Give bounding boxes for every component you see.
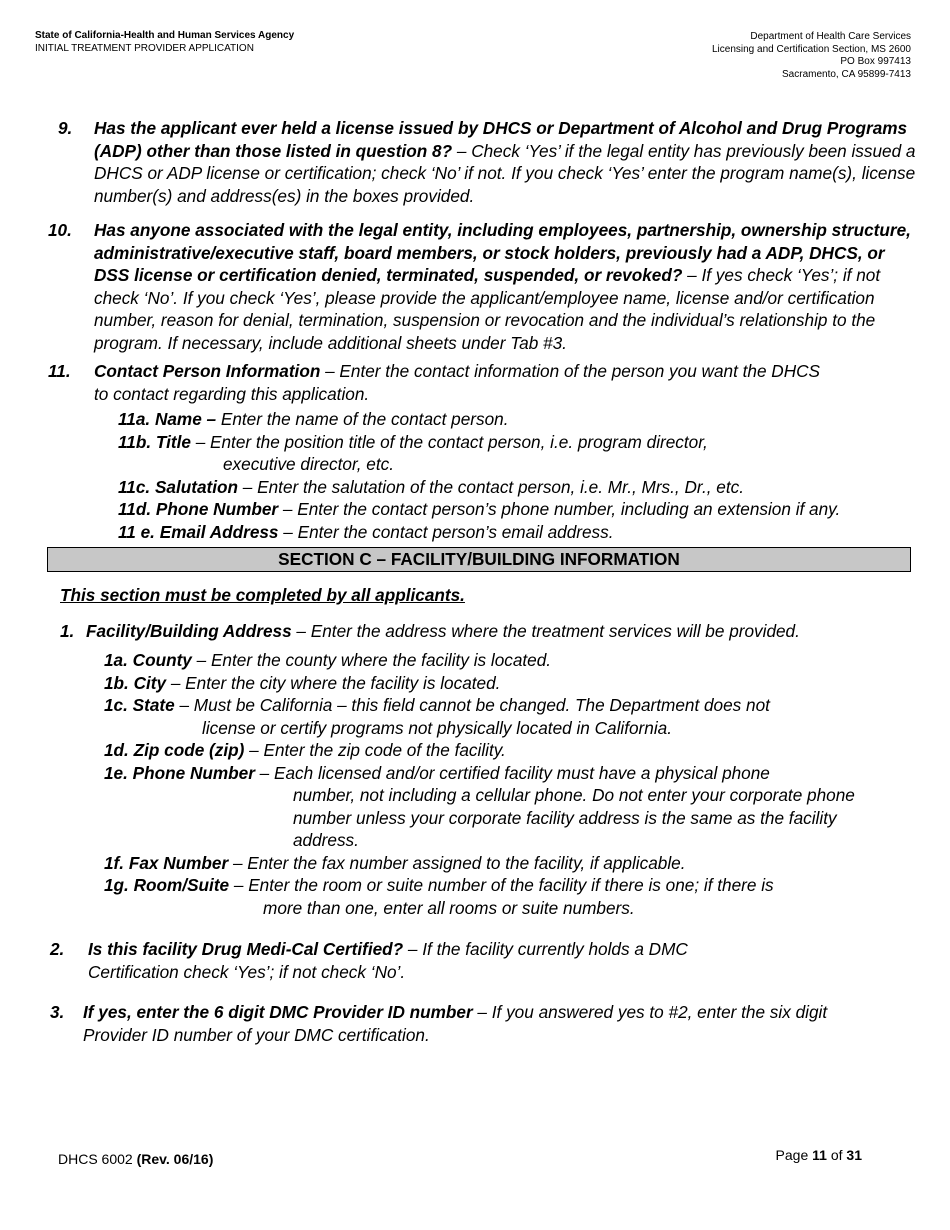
c1b-item [104, 672, 904, 695]
q9-number: 9. [58, 118, 73, 138]
q10-instructions: – If yes check ‘Yes’; if not check ‘No’. If you check ‘Yes’, please provide the applicant/employee name, license and/or certification number, reason for denial, termination, suspension or revocation and the individual’s relationship to the program. If necessary, include additional sheets under Tab #3. [94, 265, 881, 353]
c1e-item [104, 762, 904, 785]
page-label: Page [775, 1147, 809, 1163]
q11b-label: 11b. Title [118, 431, 191, 452]
c3-instructions: – If you answered yes to #2, enter the six digit Provider ID number of your DMC certification. [83, 1002, 828, 1045]
q11b-text: – Enter the position title of the contact person, i.e. program director, [190, 431, 708, 452]
q11-number: 11. [48, 361, 71, 381]
c1-instructions: – Enter the address where the treatment services will be provided. [291, 621, 800, 641]
c1b-label: 1b. City [104, 672, 167, 693]
q11b-continuation: executive director, etc. [223, 454, 395, 474]
q11c-text: – Enter the salutation of the contact person, i.e. Mr., Mrs., Dr., etc. [238, 476, 745, 497]
q10-number: 10. [48, 220, 72, 240]
c1e-continuation: number, not including a cellular phone. Do not enter your corporate phone number unless your corporate facility address is the same as the facility address. [293, 785, 855, 850]
c1e-label: 1e. Phone Number [104, 762, 255, 783]
c1-paragraph [86, 620, 926, 643]
c1g-continuation: more than one, enter all rooms or suite numbers. [263, 897, 635, 918]
section-c-title: SECTION C – FACILITY/BUILDING INFORMATION [47, 547, 911, 572]
c3-question: If yes, enter the 6 digit DMC Provider ID number [83, 1002, 473, 1022]
c1f-label: 1f. Fax Number [104, 852, 229, 873]
page-total: 31 [846, 1147, 862, 1163]
section-c-notice: This section must be completed by all applicants. [60, 585, 465, 605]
c1d-label: 1d. Zip code (zip) [104, 740, 245, 760]
q11c-label: 11c. Salutation [118, 476, 239, 497]
q11-instructions: – Enter the contact information of the person you want the DHCS to contact regarding this application. [94, 361, 820, 404]
q11c-item [118, 476, 918, 499]
c1f-text: – Enter the fax number assigned to the facility, if applicable. [228, 852, 686, 873]
c1-number: 1. [60, 621, 75, 641]
c1a-text: – Enter the county where the facility is located. [191, 650, 552, 670]
form-number: DHCS 6002 [58, 1151, 133, 1167]
q11-paragraph [94, 360, 834, 405]
address-line-2: Licensing and Certification Section, MS 2600 [711, 43, 911, 55]
page-header-right [712, 31, 911, 81]
q11e-item [118, 521, 918, 544]
c1c-continuation: license or certify programs not physically located in California. [202, 717, 672, 738]
c1a-item [104, 649, 904, 672]
c1c-item [104, 694, 904, 717]
page-header-left [35, 30, 294, 55]
c1b-text: – Enter the city where the facility is located. [166, 672, 501, 693]
q11a-label: 11a. Name – [118, 409, 217, 429]
page-current: 11 [812, 1147, 827, 1163]
page-of: of [830, 1147, 843, 1163]
q10-question: Has anyone associated with the legal entity, including employees, partnership, ownership structure, administrative/executive staff, board members, or stock holders, previously had a ADP, DHCS, or DSS license or certification denied, terminated, suspended, or revoked? [94, 220, 911, 285]
c1g-item [104, 874, 904, 897]
c1-question: Facility/Building Address [86, 621, 292, 641]
q11e-text: – Enter the contact person’s email address. [278, 521, 614, 542]
revision-date: (Rev. 06/16) [136, 1151, 214, 1167]
address-line-4: Sacramento, CA 95899-7413 [782, 68, 911, 80]
address-line-3: PO Box 997413 [840, 56, 911, 67]
q11d-label: 11d. Phone Number [118, 499, 279, 519]
c2-instructions: – If the facility currently holds a DMC Certification check ‘Yes’; if not check ‘No’. [88, 939, 688, 982]
q11a-text: Enter the name of the contact person. [216, 409, 509, 429]
form-name: INITIAL TREATMENT PROVIDER APPLICATION [35, 42, 254, 54]
c1e-text: – Each licensed and/or certified facility must have a physical phone [254, 762, 770, 783]
q11d-item [118, 498, 918, 521]
q10-paragraph [94, 219, 920, 354]
c2-paragraph [88, 938, 768, 983]
c1d-item [104, 739, 904, 762]
c1g-label: 1g. Room/Suite [104, 875, 230, 895]
c1d-text: – Enter the zip code of the facility. [244, 740, 506, 760]
q11b-item [118, 431, 918, 454]
q9-instructions: – Check ‘Yes’ if the legal entity has previously been issued a DHCS or ADP license or certification; check ‘No’ if not. If you check ‘Yes’ enter the program name(s), license number(s) and address(es) in the boxes provided. [94, 140, 916, 206]
c1c-label: 1c. State [104, 695, 175, 715]
q9-paragraph [94, 117, 916, 207]
q9-question: Has the applicant ever held a license issued by DHCS or Department of Alcohol and Drug Programs (ADP) other than those listed in question 8? [94, 118, 908, 161]
footer-form-number [58, 1151, 213, 1168]
q11d-text: – Enter the contact person’s phone number, including an extension if any. [278, 499, 841, 519]
footer-page-number [776, 1147, 862, 1164]
q11a-item [118, 408, 918, 431]
c2-question: Is this facility Drug Medi-Cal Certified? [88, 939, 404, 959]
q11-sub-list [118, 408, 918, 543]
c3-number: 3. [50, 1002, 65, 1022]
c1f-item [104, 852, 904, 875]
c1a-label: 1a. County [104, 650, 192, 670]
agency-name: State of California-Health and Human Services Agency [35, 30, 295, 41]
address-line-1: Department of Health Care Services [750, 31, 911, 42]
c1c-text: – Must be California – this field cannot be changed. The Department does not [174, 695, 770, 715]
q11-question: Contact Person Information [94, 361, 321, 381]
c2-number: 2. [50, 939, 65, 959]
c1-sub-list [104, 649, 904, 919]
q11e-label: 11 e. Email Address [118, 521, 279, 542]
c1g-text: – Enter the room or suite number of the facility if there is one; if there is [229, 875, 774, 895]
c3-paragraph [83, 1001, 873, 1046]
